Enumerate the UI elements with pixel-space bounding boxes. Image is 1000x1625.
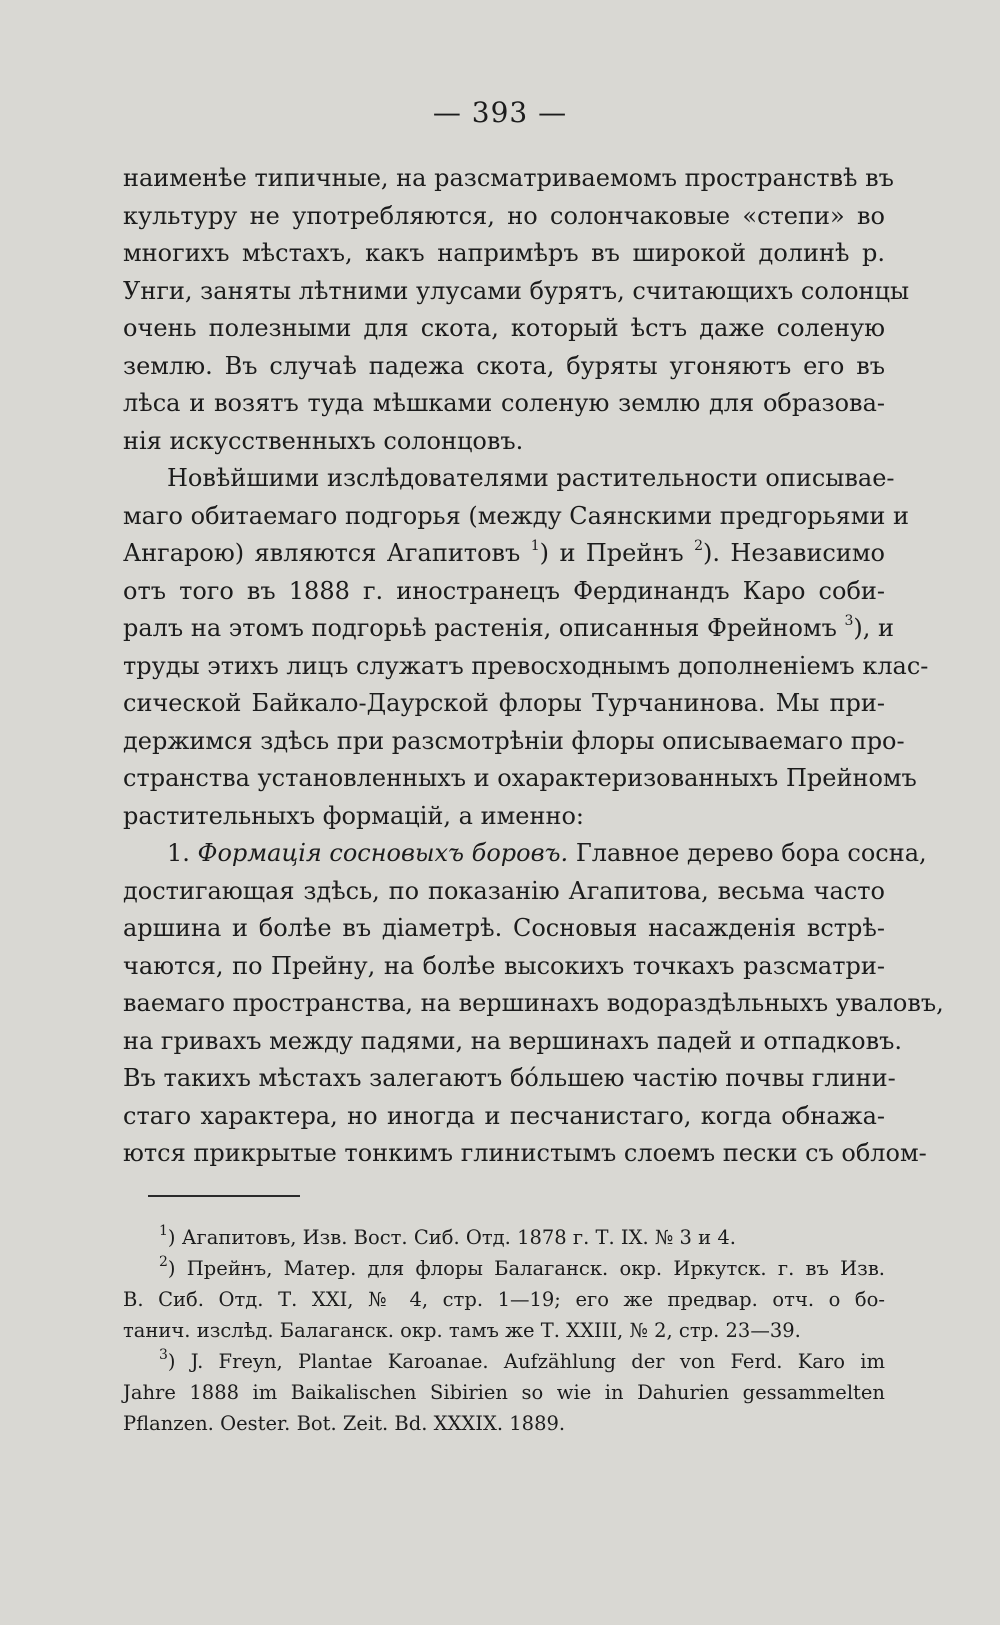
footnote-ref-2[interactable]: 2 [694,538,703,554]
footnote-line: танич. изслѣд. Балаганск. окр. тамъ же Т. XXIII, № 2, стр. 23—39. [123,1319,801,1342]
text-line: лѣса и возятъ туда мѣшками соленую землю для образова- [123,389,885,417]
text-line: ваемаго пространства, на вершинахъ водораздѣльныхъ уваловъ, [123,989,944,1017]
footnote-mark: 2 [159,1253,168,1270]
text-run: ) и Прейнъ [539,539,695,567]
text-line: землю. Въ случаѣ падежа скота, буряты угоняютъ его въ [123,351,885,380]
section-title: Формація сосновыхъ боровъ. [197,839,569,867]
text-line [123,535,885,573]
text-line: ются прикрытые тонкимъ глинистымъ слоемъ пески съ облом- [123,1139,927,1167]
text-run: ), и [853,614,895,642]
text-line: многихъ мѣстахъ, какъ напримѣръ въ широкой долинѣ р. [123,239,885,267]
footnote-text: ) Прейнъ, Матер. для флоры Балаганск. окр. Иркутск. г. въ Изв. [167,1257,885,1280]
text-run: Главное дерево бора сосна, [568,839,927,867]
footnote-2 [123,1253,885,1284]
footnote-mark: 1 [159,1222,168,1239]
body-text [123,160,944,1173]
footnote-mark: 3 [159,1346,168,1363]
text-line: отъ того въ 1888 г. иностранецъ Фердинандъ Каро соби- [123,576,885,605]
text-line: аршина и болѣе въ діаметрѣ. Сосновыя насажденія встрѣ- [123,914,885,942]
text-line: очень полезными для скота, который ѣстъ даже соленую [123,314,885,342]
footnote-separator [148,1195,300,1197]
footnote-ref-1[interactable]: 1 [530,538,540,554]
text-line: на гривахъ между падями, на вершинахъ падей и отпадковъ. [123,1026,903,1055]
footnote-text: ) Агапитовъ, Изв. Вост. Сиб. Отд. 1878 г. Т. IX. № 3 и 4. [167,1226,736,1249]
footnote-3 [123,1346,885,1377]
text-line [123,610,895,648]
list-number: 1. [167,839,198,867]
text-line: Новѣйшими изслѣдователями растительности описывае- [167,464,895,492]
text-line: труды этихъ лицъ служатъ превосходнымъ дополненіемъ клас- [123,651,929,680]
text-line: Въ такихъ мѣстахъ залегаютъ бóльшею частію почвы глини- [123,1064,896,1092]
footnote-text: ) J. Freyn, Plantae Karoanae. Aufzählung der von Ferd. Karo im [167,1350,885,1373]
footnote-line: В. Сиб. Отд. Т. XXI, № 4, стр. 1—19; его же предвар. отч. о бо- [123,1288,885,1311]
text-line: маго обитаемаго подгорья (между Саянскими предгорьями и [123,501,909,530]
footnote-ref-3[interactable]: 3 [844,613,854,629]
text-line [123,835,927,873]
text-line: растительныхъ формацій, а именно: [123,801,584,830]
text-line: нія искусственныхъ солонцовъ. [123,426,524,455]
text-line: сической Байкало-Даурской флоры Турчанинова. Мы при- [123,689,885,717]
text-line: Унги, заняты лѣтними улусами бурятъ, считающихъ солонцы [123,276,910,305]
footnotes [123,1222,885,1439]
page-number: — 393 — [432,96,568,129]
text-run: ). Независимо [702,539,885,567]
footnote-1 [123,1222,885,1253]
text-run: Ангарою) являются Агапитовъ [123,539,531,567]
text-line: достигающая здѣсь, по показанію Агапитова, весьма часто [123,876,885,905]
text-line: наименѣе типичные, на разсматриваемомъ пространствѣ въ [123,164,894,192]
text-line: культуру не употребляются, но солончаковые «степи» во [123,201,885,230]
text-line: чаются, по Прейну, на болѣе высокихъ точкахъ разсматри- [123,951,885,980]
text-run: ралъ на этомъ подгорьѣ растенія, описанныя Фрейномъ [123,614,845,642]
footnote-line: Pflanzen. Oester. Bot. Zeit. Bd. XXXIX. 1889. [123,1412,566,1435]
footnote-line: Jahre 1888 im Baikalischen Sibirien so wie in Dahurien gessammelten [123,1381,885,1404]
text-line: стаго характера, но иногда и песчанистаго, когда обнажа- [123,1101,885,1130]
text-line: странства установленныхъ и охарактеризованныхъ Прейномъ [123,764,917,792]
text-line: держимся здѣсь при разсмотрѣніи флоры описываемаго про- [123,726,905,755]
